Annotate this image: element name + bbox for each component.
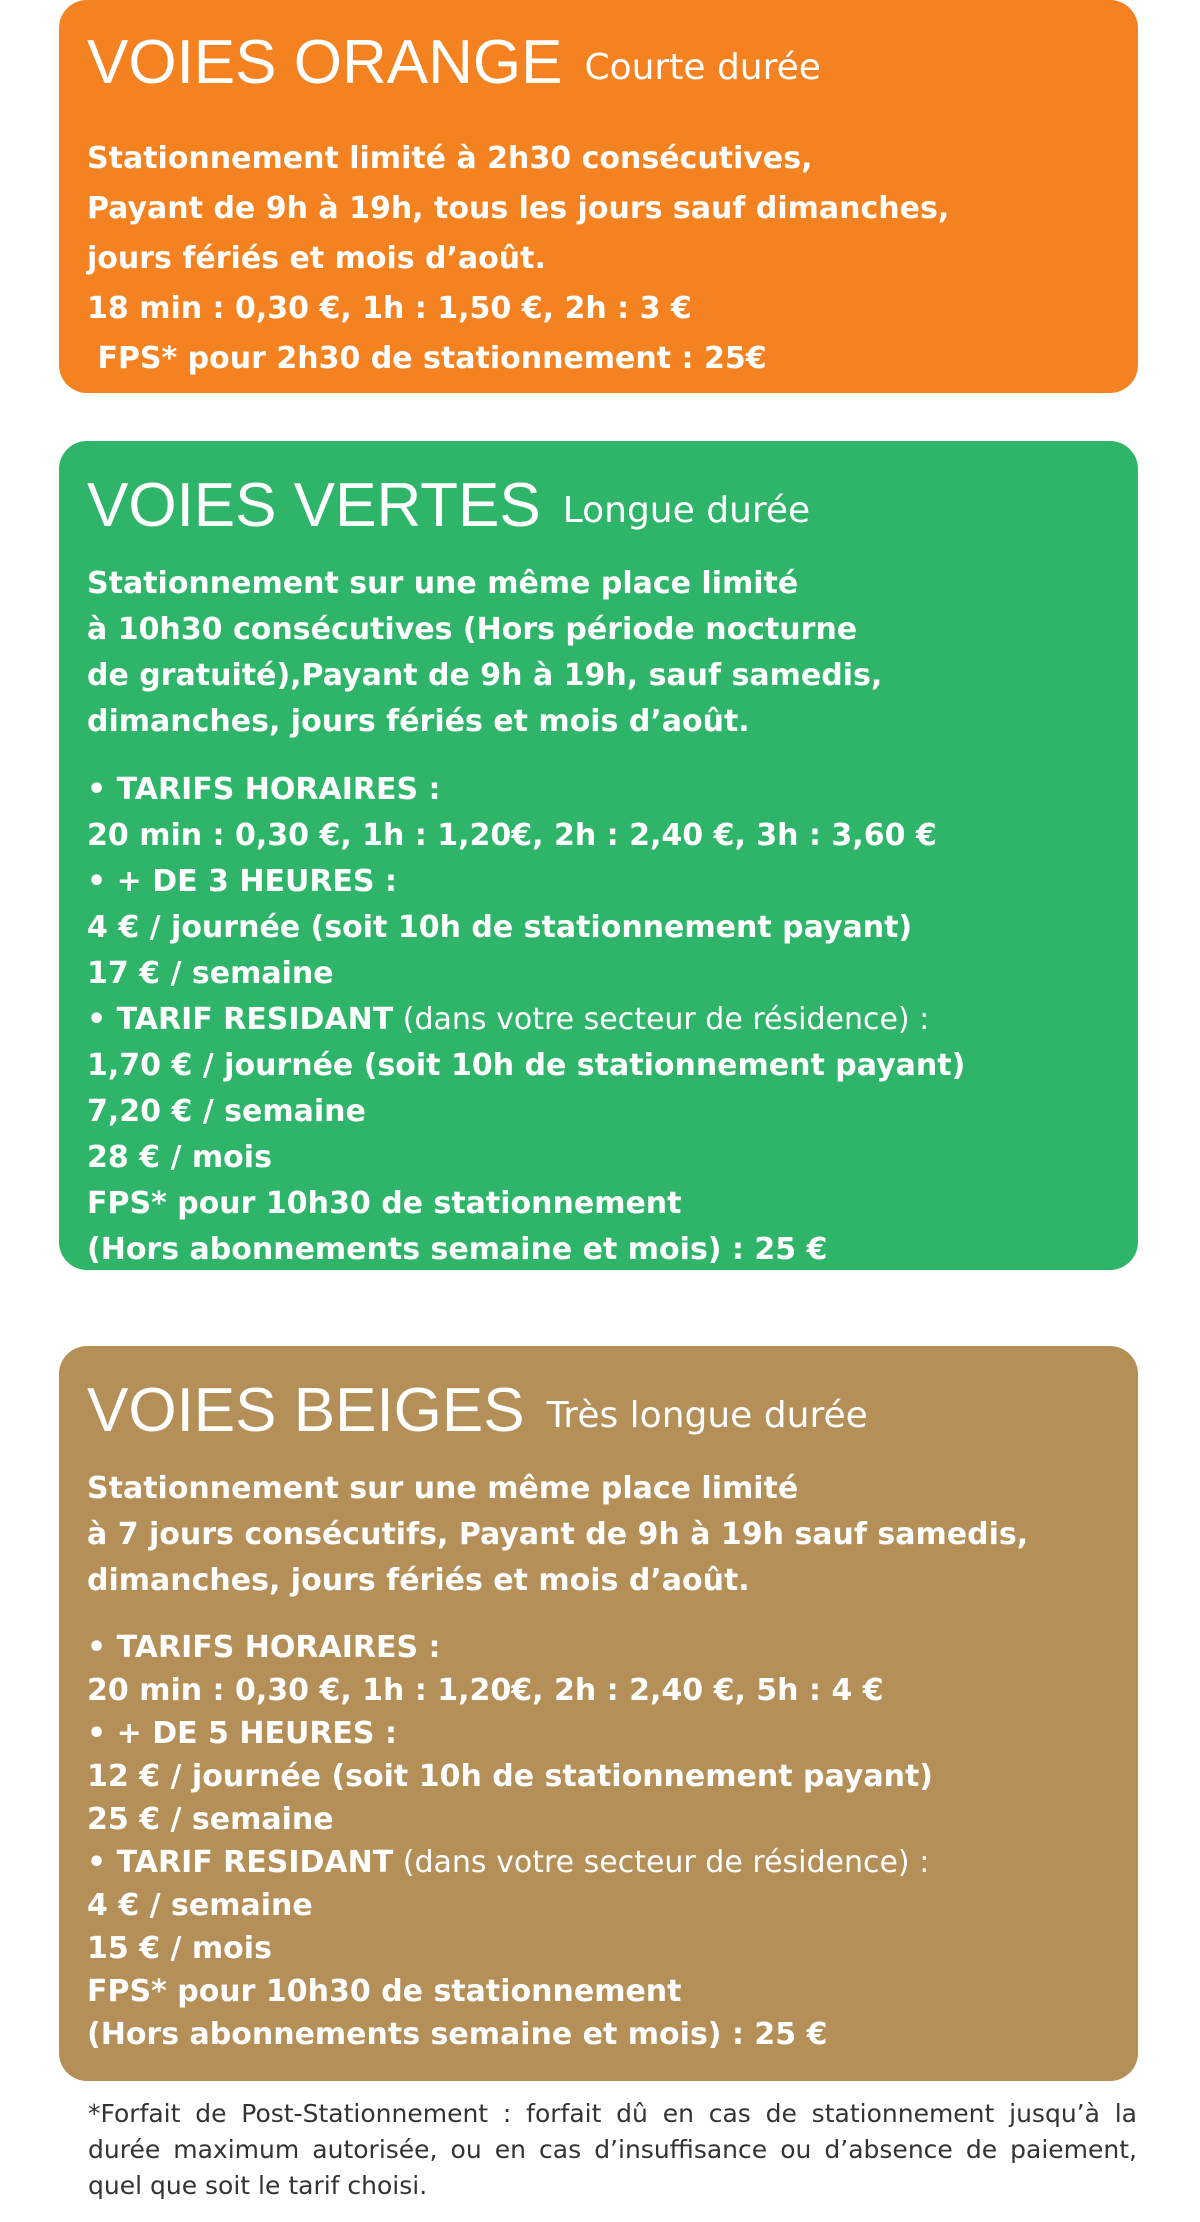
orange-price-line: 18 min : 0,30 €, 1h : 1,50 €, 2h : 3 € (87, 291, 692, 326)
beige-zone-header (87, 1376, 1110, 1445)
green-long-stay-rate: 4 € / journée (soit 10h de stationnement payant) (87, 910, 913, 945)
orange-zone-card (59, 0, 1138, 393)
green-description-line: de gratuité),Payant de 9h à 19h, sauf samedis, (87, 658, 883, 693)
green-long-stay-rate: 17 € / semaine (87, 956, 334, 991)
green-hourly-rates: 20 min : 0,30 €, 1h : 1,20€, 2h : 2,40 €, 3h : 3,60 € (87, 818, 937, 853)
beige-hourly-rates: 20 min : 0,30 €, 1h : 1,20€, 2h : 2,40 €, 5h : 4 € (87, 1673, 884, 1708)
beige-long-stay-rate: 12 € / journée (soit 10h de stationnement payant) (87, 1759, 934, 1794)
beige-zone-title: VOIES BEIGES (87, 1376, 525, 1445)
beige-resident-rate: 15 € / mois (87, 1931, 272, 1966)
green-resident-note: (dans votre secteur de résidence) : (393, 1002, 930, 1037)
green-resident-label: • TARIF RESIDANT (87, 1002, 394, 1037)
green-hourly-rates-heading: • TARIFS HORAIRES : (87, 772, 441, 807)
green-zone-card (59, 441, 1138, 1270)
orange-detail-line: Stationnement limité à 2h30 consécutives, (87, 141, 813, 176)
orange-detail-line: Payant de 9h à 19h, tous les jours sauf dimanches, (87, 191, 950, 226)
green-resident-rate: 28 € / mois (87, 1140, 272, 1175)
beige-resident-note: (dans votre secteur de résidence) : (393, 1845, 930, 1880)
green-description-line: Stationnement sur une même place limité (87, 566, 799, 601)
beige-description-line: à 7 jours consécutifs, Payant de 9h à 19h sauf samedis, (87, 1517, 1029, 1552)
beige-zone-rates (87, 1626, 1110, 2056)
beige-description-line: Stationnement sur une même place limité (87, 1471, 799, 1506)
green-zone-title: VOIES VERTES (87, 471, 541, 540)
orange-fps-line: FPS* pour 2h30 de stationnement : 25€ (87, 341, 767, 376)
beige-hourly-rates-heading: • TARIFS HORAIRES : (87, 1630, 441, 1665)
green-zone-subtitle: Longue durée (562, 490, 811, 531)
beige-long-stay-heading: • + DE 5 HEURES : (87, 1716, 397, 1751)
green-description-line: à 10h30 consécutives (Hors période nocturne (87, 612, 858, 647)
beige-description-line: dimanches, jours fériés et mois d’août. (87, 1563, 750, 1598)
green-description-line: dimanches, jours fériés et mois d’août. (87, 704, 750, 739)
fps-footnote: *Forfait de Post-Stationnement : forfait dû en cas de stationnement jusqu’à la durée maximum autorisée, ou en cas d’insuffisance ou d’absence de paiement, quel que soit le tarif choisi. (88, 2099, 1137, 2200)
green-long-stay-heading: • + DE 3 HEURES : (87, 864, 397, 899)
orange-detail-line: jours fériés et mois d’août. (87, 241, 546, 276)
green-resident-heading (87, 997, 1110, 1043)
beige-long-stay-rate: 25 € / semaine (87, 1802, 334, 1837)
orange-zone-subtitle: Courte durée (584, 47, 821, 88)
green-fps-line: (Hors abonnements semaine et mois) : 25 € (87, 1232, 828, 1267)
green-zone-description (87, 561, 1110, 745)
green-resident-rate: 1,70 € / journée (soit 10h de stationnement payant) (87, 1048, 966, 1083)
orange-zone-title: VOIES ORANGE (87, 28, 563, 97)
orange-zone-details (87, 134, 1110, 384)
green-zone-rates (87, 767, 1110, 1273)
beige-resident-rate: 4 € / semaine (87, 1888, 313, 1923)
beige-resident-label: • TARIF RESIDANT (87, 1845, 394, 1880)
beige-zone-card (59, 1346, 1138, 2081)
beige-zone-subtitle: Très longue durée (546, 1395, 868, 1436)
beige-resident-heading (87, 1841, 1110, 1884)
green-fps-line: FPS* pour 10h30 de stationnement (87, 1186, 682, 1221)
beige-zone-description (87, 1466, 1110, 1604)
orange-zone-header (87, 28, 1110, 97)
beige-fps-line: (Hors abonnements semaine et mois) : 25 € (87, 2017, 828, 2052)
green-resident-rate: 7,20 € / semaine (87, 1094, 366, 1129)
green-zone-header (87, 471, 1110, 540)
beige-fps-line: FPS* pour 10h30 de stationnement (87, 1974, 682, 2009)
